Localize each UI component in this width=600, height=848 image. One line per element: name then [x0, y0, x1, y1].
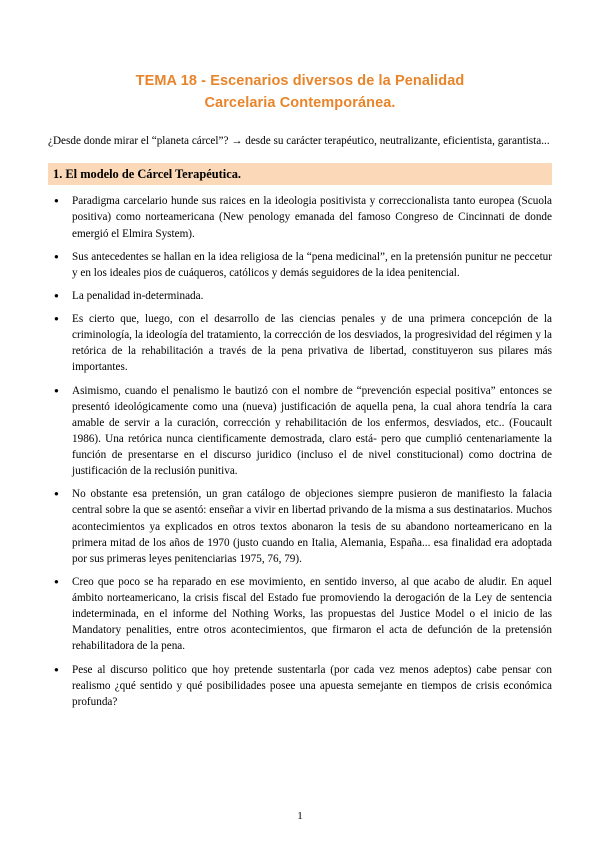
page-title-line-2: Carcelaria Contemporánea. [204, 95, 396, 112]
list-item: ● Creo que poco se ha reparado en ese movimiento, en sentido inverso, al que acabo de aludir. En aquel ámbito norteamericano, la crisis fiscal del Estado fue promoviendo la derogación de la Ley de sentencia indeterminada, en el informe del Nothing Works, las propuestas del Justice Model o el inicio de las Mandatory penalities, entre otros acontecimientos, que firmaron el acta de defunción de la pretensión rehabilitadora de la pena. [48, 574, 552, 655]
list-item: ● Sus antecedentes se hallan en la idea religiosa de la “pena medicinal”, en la pretensión punitur ne peccetur y en los ideales pios de cuáqueros, católicos y demás seguidores de la idea penitencial. [48, 249, 552, 281]
page-number: 1 [297, 810, 303, 822]
list-item: ● No obstante esa pretensión, un gran catálogo de objeciones siempre pusieron de manifiesto la falacia central sobre la que se asentó: enseñar a vivir en libertad privando de la misma a sus destinatarios. Muchos acontecimientos ya explicados en otros textos abonaron la tesis de su abandono norteamericano en la primera mitad de los años de 1970 (justo cuando en Italia, Alemania, España... esa finalidad era adoptada por sus primeras leyes penitenciarias 1975, 76, 79). [48, 486, 552, 567]
intro-paragraph: ¿Desde donde mirar el “planeta cárcel”? → desde su carácter terapéutico, neutralizante, eficientista, garantista... [48, 134, 550, 147]
list-item: ● Es cierto que, luego, con el desarrollo de las ciencias penales y de una primera concepción de la criminología, la ideología del tratamiento, la corrección de los desviados, la progresividad del régimen y la retórica de la rehabilitación a través de la pena privativa de libertad, constituyeron sus pilares más importantes. [48, 311, 552, 376]
list-item: ● Asimismo, cuando el penalismo le bautizó con el nombre de “prevención especial positiva” entonces se presentó ideológicamente como una (nueva) justificación de aquella pena, la cual ahora tendría la cara amable de servir a la curación, corrección y rehabilitación de los enfermos, desviados, etc.. (Foucault 1986). Una retórica nunca cientificamente demostrada, claro está- pero que cumplió centenariamente la función de presentarse en el discurso juridico (incluso el de nivel constitucional) como doctrina de justificación de la reclusión punitiva. [48, 383, 552, 480]
list-item: ● La penalidad in-determinada. [48, 288, 552, 304]
list-item: ● Paradigma carcelario hunde sus raices en la ideologia positivista y correccionalista tanto europea (Scuola positiva) como norteamericana (New penology emanada del famoso Congreso de Cincinnati de donde emergió el Elmira System). [48, 193, 552, 241]
section-heading: 1. El modelo de Cárcel Terapéutica. [48, 163, 552, 185]
page-title [48, 70, 552, 115]
bullet-list [48, 193, 552, 710]
list-item: ● Pese al discurso politico que hoy pretende sustentarla (por cada vez menos adeptos) cabe pensar con realismo ¿qué sentido y qué posibilidades posee una apuesta semejante en tiempos de crisis económica profunda? [48, 662, 552, 710]
page-title-line-1: TEMA 18 - Escenarios diversos de la Penalidad [135, 73, 465, 89]
